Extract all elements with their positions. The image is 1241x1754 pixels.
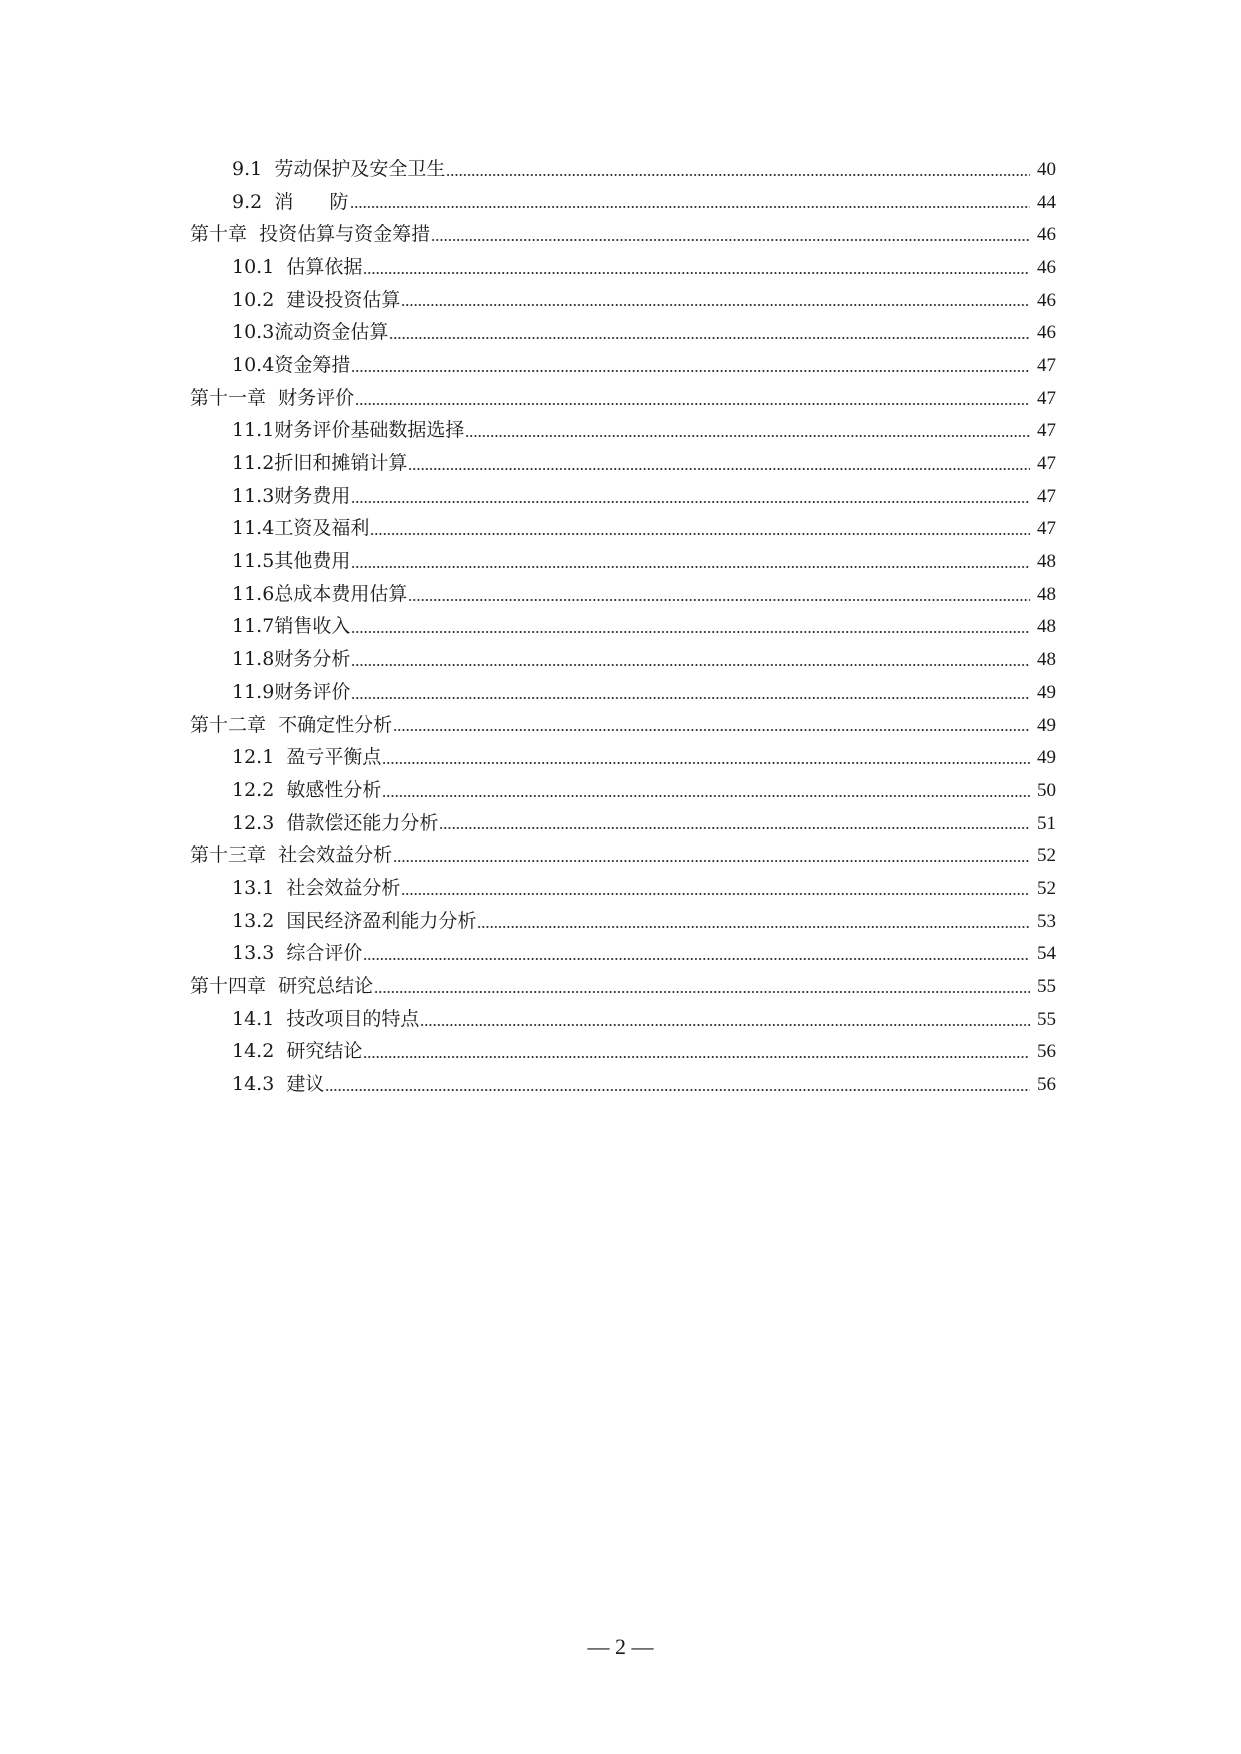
toc-entry-title: 折旧和摊销计算: [274, 452, 408, 475]
toc-section-entry[interactable]: [0, 284, 1241, 317]
toc-section-entry[interactable]: [0, 578, 1241, 611]
toc-entry-title: 其他费用: [274, 550, 351, 573]
toc-section-entry[interactable]: [0, 807, 1241, 840]
toc-entry-number: 第十四章: [190, 975, 267, 998]
toc-entry-title: 投资估算与资金筹措: [259, 223, 431, 246]
toc-page-number: 47: [1037, 387, 1056, 409]
toc-entry-number: 第十一章: [190, 386, 267, 409]
toc-entry-label: [232, 1075, 325, 1094]
toc-entry-spacer: [266, 977, 278, 996]
toc-chapter-entry[interactable]: [0, 709, 1241, 742]
toc-page-number: 56: [1037, 1041, 1056, 1063]
toc-entry-label: [232, 190, 350, 213]
toc-entry-spacer: [266, 846, 278, 865]
toc-entry-label: [232, 519, 370, 538]
toc-entry-label: [232, 876, 401, 899]
toc-entry-spacer: [274, 1075, 286, 1094]
toc-dot-leader: [351, 361, 1030, 373]
toc-entry-title: 盈亏平衡点: [286, 746, 382, 769]
toc-page-number: 46: [1037, 224, 1056, 246]
toc-entry-title: 销售收入: [274, 615, 351, 638]
toc-entry-number: 10.1: [232, 255, 275, 278]
toc-entry-label: [232, 288, 401, 311]
toc-entry-title: 资金筹措: [274, 353, 351, 376]
toc-entry-number: 13.2: [232, 909, 275, 932]
toc-entry-number: 13.1: [232, 876, 275, 899]
page-number-footer: — 2 —: [587, 1634, 654, 1659]
toc-entry-label: [232, 421, 465, 440]
toc-page-number: 47: [1037, 420, 1056, 442]
toc-page-number: 44: [1037, 191, 1056, 213]
toc-entry-title: 研究总结论: [278, 975, 374, 998]
toc-entry-spacer: [274, 291, 286, 310]
toc-entry-title: 社会效益分析: [286, 876, 401, 899]
toc-page-number: 46: [1037, 289, 1056, 311]
toc-entry-title: 工资及福利: [274, 517, 370, 540]
toc-entry-title: 财务费用: [274, 484, 351, 507]
toc-dot-leader: [351, 492, 1030, 504]
toc-entry-title: 财务分析: [274, 648, 351, 671]
toc-dot-leader: [351, 622, 1030, 634]
toc-entry-title: 财务评价基础数据选择: [274, 419, 465, 442]
toc-dot-leader: [446, 165, 1030, 177]
toc-dot-leader: [350, 197, 1030, 209]
toc-entry-number: 11.9: [232, 680, 275, 703]
toc-section-entry[interactable]: [0, 872, 1241, 905]
toc-entry-label: [190, 225, 431, 244]
toc-entry-title: 国民经济盈利能力分析: [286, 909, 477, 932]
toc-entry-number: 11.7: [232, 615, 275, 638]
toc-entry-label: [190, 977, 374, 996]
toc-entry-title: 财务评价: [274, 680, 351, 703]
toc-entry-label: [232, 909, 477, 932]
toc-section-entry[interactable]: [0, 1068, 1241, 1101]
toc-entry-label: [232, 944, 363, 963]
toc-entry-number: 12.2: [232, 778, 275, 801]
toc-page-number: 52: [1037, 845, 1056, 867]
toc-entry-spacer: [274, 258, 286, 277]
toc-section-entry[interactable]: [0, 1003, 1241, 1036]
toc-page-number: 47: [1037, 453, 1056, 475]
toc-page-number: 47: [1037, 354, 1056, 376]
toc-page-number: 48: [1037, 551, 1056, 573]
toc-entry-label: [232, 255, 363, 278]
toc-page-number: 50: [1037, 779, 1056, 801]
toc-entry-label: [232, 552, 351, 571]
toc-dot-leader: [363, 1047, 1030, 1059]
toc-entry-label: [232, 157, 446, 180]
toc-section-entry[interactable]: [0, 545, 1241, 578]
toc-page-number: 49: [1037, 714, 1056, 736]
toc-entry-label: [232, 484, 351, 507]
table-of-contents: [0, 153, 1241, 1101]
toc-entry-number: 第十三章: [190, 844, 267, 867]
toc-entry-number: 13.3: [232, 942, 275, 965]
toc-entry-number: 第十章: [190, 223, 248, 246]
toc-entry-number: 10.4: [232, 353, 275, 376]
toc-entry-label: [232, 1007, 420, 1030]
toc-dot-leader: [420, 1015, 1030, 1027]
toc-section-entry[interactable]: [0, 741, 1241, 774]
toc-entry-spacer: [274, 781, 286, 800]
toc-entry-number: 12.1: [232, 746, 275, 769]
toc-entry-title: 不确定性分析: [278, 713, 393, 736]
toc-dot-leader: [355, 394, 1030, 406]
toc-entry-label: [232, 454, 408, 473]
toc-dot-leader: [401, 884, 1030, 896]
toc-chapter-entry[interactable]: [0, 839, 1241, 872]
toc-entry-spacer: [274, 748, 286, 767]
toc-dot-leader: [351, 557, 1030, 569]
toc-dot-leader: [465, 426, 1030, 438]
toc-entry-title: 流动资金估算: [274, 321, 389, 344]
toc-entry-number: 第十二章: [190, 713, 267, 736]
toc-dot-leader: [382, 786, 1030, 798]
toc-entry-number: 14.2: [232, 1040, 275, 1063]
toc-dot-leader: [477, 917, 1030, 929]
toc-entry-title: 建设投资估算: [286, 288, 401, 311]
toc-entry-spacer: [247, 225, 259, 244]
toc-dot-leader: [408, 459, 1030, 471]
toc-entry-number: 10.3: [232, 321, 275, 344]
toc-section-entry[interactable]: [0, 1036, 1241, 1069]
toc-page-number: 53: [1037, 910, 1056, 932]
toc-page-number: 52: [1037, 877, 1056, 899]
toc-entry-label: [232, 323, 389, 342]
toc-entry-title: 敏感性分析: [286, 778, 382, 801]
toc-dot-leader: [370, 524, 1030, 536]
toc-entry-number: 11.6: [232, 582, 275, 605]
toc-entry-number: 10.2: [232, 288, 275, 311]
toc-entry-number: 11.8: [232, 648, 275, 671]
toc-page-number: 46: [1037, 256, 1056, 278]
toc-entry-label: [232, 353, 351, 376]
toc-dot-leader: [363, 263, 1030, 275]
toc-entry-number: 9.1: [232, 157, 263, 180]
toc-page-number: 49: [1037, 747, 1056, 769]
toc-entry-title: 总成本费用估算: [274, 582, 408, 605]
toc-dot-leader: [393, 851, 1030, 863]
toc-page-number: 48: [1037, 616, 1056, 638]
toc-page-number: 55: [1037, 976, 1056, 998]
toc-section-entry[interactable]: [0, 938, 1241, 971]
toc-section-entry[interactable]: [0, 905, 1241, 938]
toc-entry-spacer: [274, 1010, 286, 1029]
toc-section-entry[interactable]: [0, 153, 1241, 186]
toc-section-entry[interactable]: [0, 643, 1241, 676]
toc-chapter-entry[interactable]: [0, 970, 1241, 1003]
toc-entry-number: 14.1: [232, 1007, 275, 1030]
toc-dot-leader: [382, 753, 1030, 765]
toc-entry-number: 11.3: [232, 484, 275, 507]
toc-entry-spacer: [266, 716, 278, 735]
toc-entry-spacer: [274, 944, 286, 963]
toc-page-number: 56: [1037, 1074, 1056, 1096]
toc-section-entry[interactable]: [0, 774, 1241, 807]
toc-entry-number: 14.3: [232, 1073, 275, 1096]
toc-entry-label: [232, 778, 382, 801]
toc-entry-spacer: [274, 814, 286, 833]
toc-entry-label: [232, 680, 351, 703]
toc-section-entry[interactable]: [0, 316, 1241, 349]
toc-entry-spacer: [274, 1042, 286, 1061]
toc-section-entry[interactable]: [0, 513, 1241, 546]
toc-page-number: 51: [1037, 812, 1056, 834]
toc-entry-title: 研究结论: [286, 1040, 363, 1063]
toc-section-entry[interactable]: [0, 611, 1241, 644]
toc-dot-leader: [393, 720, 1030, 732]
toc-dot-leader: [351, 655, 1030, 667]
toc-chapter-entry[interactable]: [0, 218, 1241, 251]
toc-section-entry[interactable]: [0, 447, 1241, 480]
toc-entry-label: [232, 617, 351, 636]
toc-entry-label: [190, 386, 355, 409]
toc-page-number: 49: [1037, 681, 1056, 703]
toc-section-entry[interactable]: [0, 186, 1241, 219]
toc-entry-number: 11.4: [232, 517, 275, 540]
toc-chapter-entry[interactable]: [0, 382, 1241, 415]
toc-page-number: 48: [1037, 649, 1056, 671]
toc-dot-leader: [401, 295, 1030, 307]
toc-dot-leader: [389, 328, 1030, 340]
toc-entry-label: [190, 713, 393, 736]
toc-section-entry[interactable]: [0, 676, 1241, 709]
toc-section-entry[interactable]: [0, 251, 1241, 284]
toc-page-number: 47: [1037, 485, 1056, 507]
toc-page-number: 48: [1037, 583, 1056, 605]
toc-entry-spacer: [266, 389, 278, 408]
toc-entry-number: 11.2: [232, 452, 275, 475]
toc-entry-label: [232, 650, 351, 669]
toc-entry-number: 11.5: [232, 550, 275, 573]
toc-entry-label: [232, 1042, 363, 1061]
toc-entry-title: 技改项目的特点: [286, 1007, 420, 1030]
toc-entry-title: 建议: [286, 1073, 325, 1096]
toc-entry-number: 11.1: [232, 419, 275, 442]
toc-section-entry[interactable]: [0, 480, 1241, 513]
toc-entry-label: [232, 811, 439, 834]
toc-entry-title: 财务评价: [278, 386, 355, 409]
toc-page-number: 54: [1037, 943, 1056, 965]
toc-section-entry[interactable]: [0, 349, 1241, 382]
toc-page-number: 40: [1037, 158, 1056, 180]
toc-entry-title: 借款偿还能力分析: [286, 811, 439, 834]
toc-entry-label: [190, 846, 393, 865]
toc-dot-leader: [325, 1080, 1030, 1092]
toc-page-number: 55: [1037, 1008, 1056, 1030]
toc-entry-spacer: [262, 193, 274, 212]
toc-dot-leader: [374, 982, 1030, 994]
toc-dot-leader: [351, 688, 1030, 700]
toc-dot-leader: [439, 818, 1030, 830]
toc-entry-number: 9.2: [232, 190, 263, 213]
toc-entry-label: [232, 582, 408, 605]
toc-entry-title: 估算依据: [286, 255, 363, 278]
toc-entry-spacer: [274, 879, 286, 898]
toc-entry-title: 社会效益分析: [278, 844, 393, 867]
toc-entry-number: 12.3: [232, 811, 275, 834]
toc-dot-leader: [431, 230, 1030, 242]
toc-page-number: 47: [1037, 518, 1056, 540]
toc-entry-title: 综合评价: [286, 942, 363, 965]
toc-entry-spacer: [274, 912, 286, 931]
toc-entry-title: 劳动保护及安全卫生: [274, 157, 446, 180]
toc-dot-leader: [363, 949, 1030, 961]
toc-section-entry[interactable]: [0, 415, 1241, 448]
toc-page-number: 46: [1037, 322, 1056, 344]
toc-entry-title: 消 防: [274, 190, 349, 213]
toc-entry-label: [232, 748, 382, 767]
toc-entry-spacer: [262, 160, 274, 179]
toc-dot-leader: [408, 590, 1030, 602]
